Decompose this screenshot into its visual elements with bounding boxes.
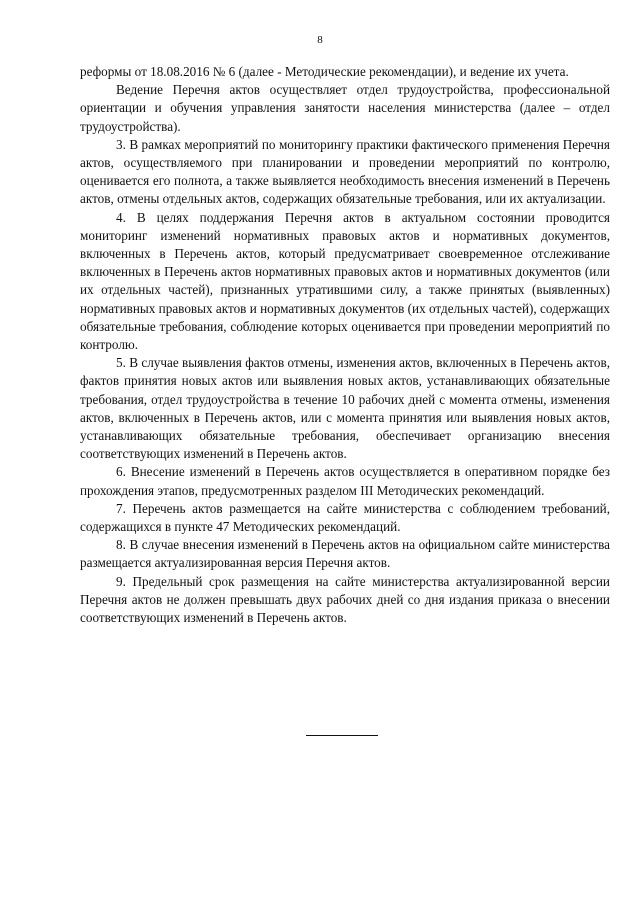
- paragraph-item-4: 4. В целях поддержания Перечня актов в актуальном состоянии проводится мониторинг изменений нормативных правовых актов и нормативных документов, включенных в Перечень актов, который предусматривает своевременное отслеживание включенных в Перечень актов нормативных правовых актов и нормативных документов (или их отдельных частей), признанных утратившими силу, а также принятых (выявленных) нормативных правовых актов и нормативных документов (их отдельных частей), содержащих обязательные требования, соблюдение которых оценивается при проведении мероприятий по контролю.: [80, 209, 610, 353]
- paragraph-maintenance: Ведение Перечня актов осуществляет отдел трудоустройства, профессиональной ориентации и обучения управления занятости населения министерства (далее – отдел трудоустройства).: [80, 82, 610, 134]
- paragraph-item-9: 9. Предельный срок размещения на сайте министерства актуализированной версии Перечня актов не должен превышать двух рабочих дней со дня издания приказа о внесении соответствующих изменений в Перечень актов.: [80, 573, 610, 626]
- paragraph-item-3: 3. В рамках мероприятий по мониторингу практики фактического применения Перечня актов, осуществляемого при планировании и проведении мероприятий по контролю, оценивается его полнота, а также выявляется необходимость внесения изменений в Перечень актов, отмены отдельных актов, содержащих обязательные требования, или их актуализации.: [80, 136, 610, 207]
- paragraph-item-6: 6. Внесение изменений в Перечень актов осуществляется в оперативном порядке без прохождения этапов, предусмотренных разделом III Методических рекомендаций.: [80, 464, 610, 498]
- paragraph-continuation: реформы от 18.08.2016 № 6 (далее - Методические рекомендации), и ведение их учета.: [80, 64, 569, 79]
- end-separator-line: [306, 735, 378, 736]
- page-number: 8: [317, 34, 323, 46]
- paragraph-item-7: 7. Перечень актов размещается на сайте министерства с соблюдением требований, содержащихся в пункте 47 Методических рекомендаций.: [80, 500, 610, 535]
- document-body: [80, 63, 610, 627]
- paragraph-item-5: 5. В случае выявления фактов отмены, изменения актов, включенных в Перечень актов, фактов принятия новых актов или выявления новых актов, устанавливающих обязательные требования, отдел трудоустройства в течение 10 рабочих дней с момента отмены, изменения актов, включенных в Перечень актов, или с момента принятия или выявления новых актов, устанавливающих обязательные требования, обеспечивает организацию внесения соответствующих изменений в Перечень актов.: [80, 355, 610, 462]
- paragraph-item-8: 8. В случае внесения изменений в Перечень актов на официальном сайте министерства размещается актуализированная версия Перечня актов.: [80, 537, 610, 571]
